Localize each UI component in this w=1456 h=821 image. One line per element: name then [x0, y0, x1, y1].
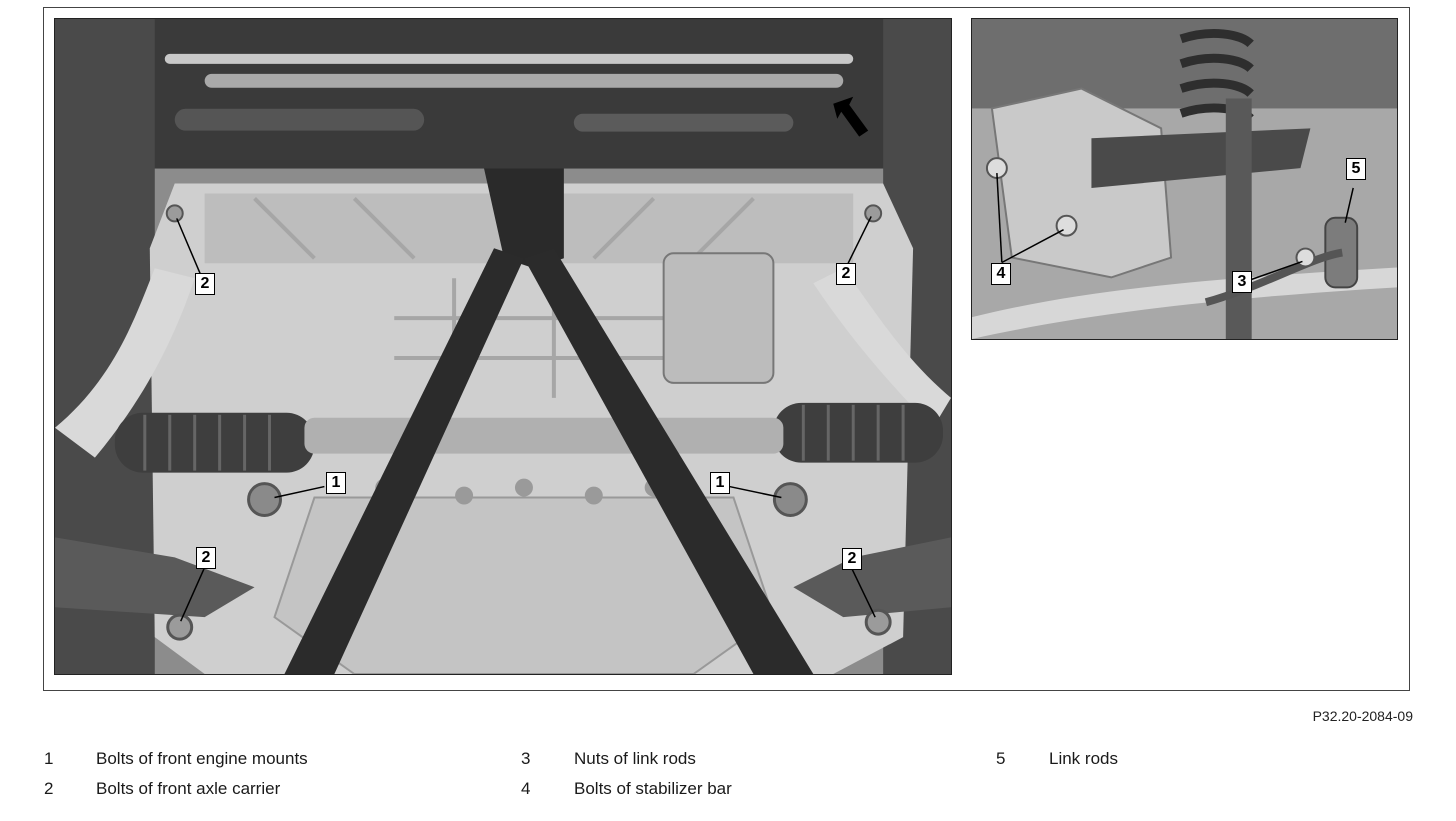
- figure-id: P32.20-2084-09: [1312, 708, 1413, 724]
- legend-text: Bolts of front engine mounts: [96, 749, 308, 768]
- inset-photo: [971, 18, 1398, 340]
- main-photo-illustration: [55, 19, 951, 674]
- legend-number: 3: [521, 749, 531, 768]
- main-photo: [54, 18, 952, 675]
- callout-1-left: 1: [326, 472, 346, 494]
- inset-photo-illustration: [972, 19, 1397, 339]
- legend-text: Bolts of stabilizer bar: [574, 779, 732, 798]
- callout-2-upper-left: 2: [195, 273, 215, 295]
- legend-number: 2: [44, 779, 54, 798]
- legend-text: Nuts of link rods: [574, 749, 696, 768]
- legend-number: 5: [996, 749, 1006, 768]
- legend-text: Bolts of front axle carrier: [96, 779, 281, 798]
- callout-3-inset: 3: [1232, 271, 1252, 293]
- callout-2-lower-right: 2: [842, 548, 862, 570]
- callout-2-upper-right: 2: [836, 263, 856, 285]
- legend-number: 1: [44, 749, 54, 768]
- callout-2-lower-left: 2: [196, 547, 216, 569]
- legend-text: Link rods: [1049, 749, 1118, 768]
- legend-number: 4: [521, 779, 531, 798]
- callout-1-right: 1: [710, 472, 730, 494]
- callout-4-inset: 4: [991, 263, 1011, 285]
- callout-5-inset: 5: [1346, 158, 1366, 180]
